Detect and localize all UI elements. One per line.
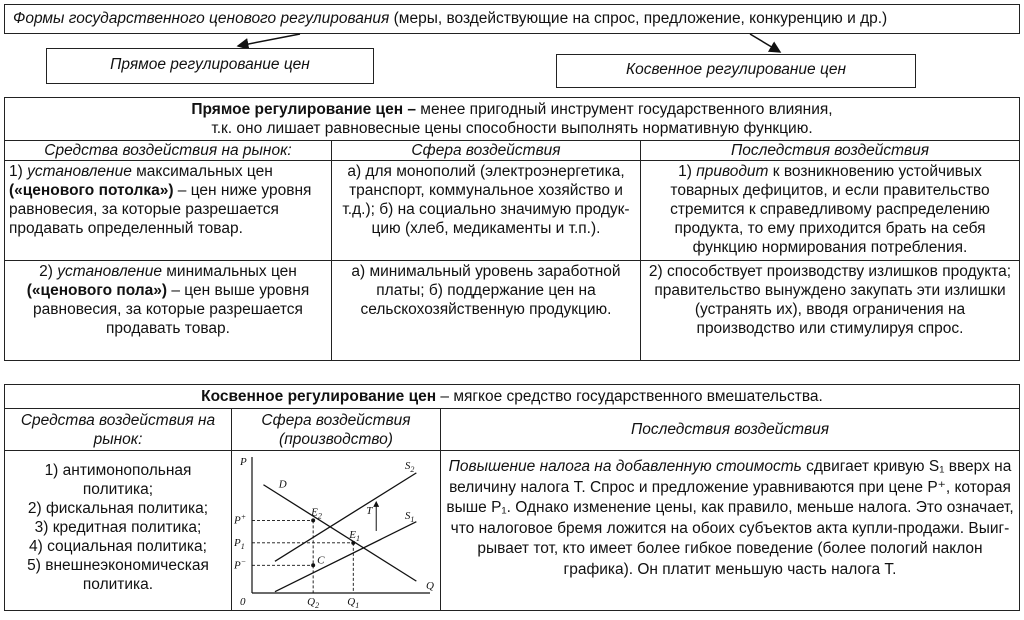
point-c: [311, 563, 315, 567]
list-item: 4) социальная политика;: [29, 538, 207, 555]
origin-label: 0: [240, 596, 246, 608]
means-text: максимальных цен: [131, 163, 273, 180]
indirect-title-rest: – мягкое средство государственного вмешательства.: [436, 388, 823, 405]
effect-text: к возникновению устойчивых товарных дефицитов, и если правительство стремится к справедливому распределению продукта, то ему приходится брать на себя функцию нормирования потребления.: [670, 163, 990, 256]
series-d-label: D: [278, 478, 287, 491]
direct-regulation-table: [4, 97, 1020, 361]
direct-sphere-1: а) для монополий (электроэнергетика, транспорт, коммунальное хозяйство и т.д.); б) на социально значимую продукцию (хлеб, медикаменты и т.п.).: [332, 161, 641, 261]
header-title: Формы государственного ценового регулирования: [13, 10, 390, 27]
y-tick-p1: $P_1$: [234, 536, 245, 551]
tax-shift-chart: [234, 453, 434, 610]
indirect-effect: [441, 451, 1020, 611]
list-item: 1) антимонопольная политика;: [44, 462, 192, 498]
arrow-to-indirect: [750, 34, 780, 52]
list-item: 3) кредитная политика;: [34, 519, 202, 536]
header-subtitle: (меры, воздействующие на спрос, предложение, конкуренцию и др.): [389, 10, 888, 27]
indirect-means: [5, 451, 232, 611]
means-desc: – цен выше уровня равновесия, за которые разрешается продавать товар.: [33, 282, 310, 337]
effect-lead: Повышение налога на добавленную стоимость: [448, 458, 802, 475]
indirect-title-cell: [5, 385, 1020, 409]
y-axis-label: P: [240, 456, 247, 468]
indirect-col-sphere: Сфера воздействия (производство): [232, 409, 441, 451]
indirect-chart-cell: [232, 451, 441, 611]
point-e2: [311, 518, 315, 522]
indirect-regulation-box: Косвенное регулирование цен: [556, 54, 916, 88]
arrow-to-direct: [238, 34, 300, 46]
direct-title-cell: [5, 98, 1020, 141]
list-item: 5) внешнеэкономическая политика.: [27, 557, 209, 593]
direct-means-1: [5, 161, 332, 261]
table-row: [5, 161, 1020, 261]
direct-sphere-2: а) минимальный уровень заработной платы; б) поддержание цен на сельскохозяйственную продукцию.: [332, 261, 641, 361]
indirect-col-means: Средства воздействия на рынок:: [5, 409, 232, 451]
effect-num: 1): [678, 163, 697, 180]
direct-col-sphere: Сфера воздействия: [332, 141, 641, 161]
effect-text: сдвигает кривую S₁ вверх на величину налога T. Спрос и предложение уравниваются при цене P⁺, которая выше P₁. Однако изменение цены, как правило, меньше налога. Это означает, что налоговое бремя ложится на обоих субъектов акта купли-продажи. Выигрывает тот, кто имеет более гибкое поведение (более пологий наклон графика). Он платит меньшую часть налога T.: [446, 458, 1014, 578]
means-term: («ценового потолка»): [9, 182, 174, 199]
means-desc: – цен ниже уровня равновесия, за которые разрешается продавать определенный товар.: [9, 182, 312, 237]
y-tick-pplus: P+: [234, 512, 247, 527]
means-verb: установление: [57, 263, 162, 280]
x-tick-q1: $Q_1$: [347, 596, 360, 610]
direct-title-bold: Прямое регулирование цен –: [191, 101, 416, 118]
series-s1-label: $S_1$: [404, 510, 415, 525]
table-row: [5, 451, 1020, 611]
list-item: 2) фискальная политика;: [27, 500, 209, 517]
direct-means-2: [5, 261, 332, 361]
y-tick-pminus: P−: [234, 557, 247, 572]
series-s1-line: [275, 522, 416, 592]
table-row: [5, 261, 1020, 361]
direct-regulation-box: Прямое регулирование цен: [46, 48, 374, 84]
direct-col-effect: Последствия воздействия: [641, 141, 1020, 161]
indirect-regulation-table: [4, 384, 1020, 611]
point-e1: [351, 541, 355, 545]
means-text: минимальных цен: [161, 263, 297, 280]
point-e2-label: $E_2$: [311, 506, 322, 521]
indirect-col-effect: Последствия воздействия: [441, 409, 1020, 451]
direct-title-line2: т.к. оно лишает равновесные цены способности выполнять нормативную функцию.: [211, 120, 813, 137]
means-term: («ценового пола»): [26, 282, 168, 299]
direct-effect-1: [641, 161, 1020, 261]
means-num: 2): [39, 263, 58, 280]
series-s2-label: $S_2$: [404, 459, 415, 474]
point-e1-label: $E_1$: [349, 528, 361, 543]
direct-title-rest: менее пригодный инструмент государственного влияния,: [415, 101, 833, 118]
x-tick-q2: $Q_2$: [307, 596, 320, 610]
means-verb: установление: [27, 163, 132, 180]
direct-col-means: Средства воздействия на рынок:: [5, 141, 332, 161]
direct-effect-2: 2) способствует производству излишков продукта; правительство вынуждено закупать эти излишки (устранять их), вводя ограничения на производство или стимулируя спрос.: [641, 261, 1020, 361]
x-axis-label: Q: [426, 580, 434, 592]
series-s2-line: [275, 473, 416, 561]
tax-label: T: [366, 504, 373, 517]
indirect-title-bold: Косвенное регулирование цен: [201, 388, 437, 405]
point-c-label: C: [317, 554, 325, 567]
means-num: 1): [9, 163, 28, 180]
effect-verb: приводит: [696, 163, 769, 180]
